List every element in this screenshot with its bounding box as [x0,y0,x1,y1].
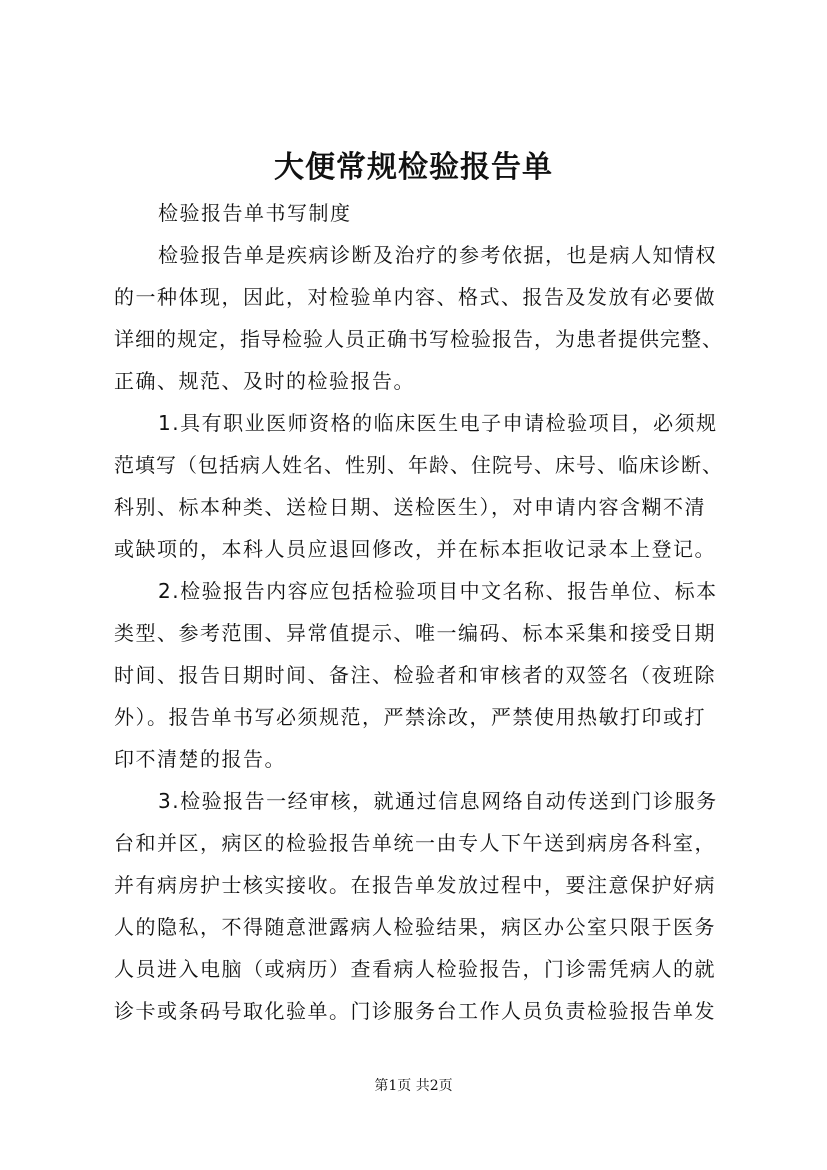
document-title: 大便常规检验报告单 [274,150,553,185]
paragraph-line: 3.检验报告一经审核，就通过信息网络自动传送到门诊服务 [158,789,718,813]
paragraph-line: 诊卡或条码号取化验单。门诊服务台工作人员负责检验报告单发 [114,999,716,1023]
paragraph-line: 1.具有职业医师资格的临床医生电子申请检验项目，必须规 [158,411,718,435]
paragraph-line: 的一种体现，因此，对检验单内容、格式、报告及发放有必要做 [114,285,716,309]
paragraph-line: 并有病房护士核实接收。在报告单发放过程中，要注意保护好病 [114,873,716,897]
paragraph-line: 人员进入电脑（或病历）查看病人检验报告，门诊需凭病人的就 [114,957,716,981]
paragraph-line: 详细的规定，指导检验人员正确书写检验报告，为患者提供完整、 [114,327,723,351]
paragraph-line: 类型、参考范围、异常值提示、唯一编码、标本采集和接受日期 [114,621,716,645]
paragraph-line: 人的隐私，不得随意泄露病人检验结果，病区办公室只限于医务 [114,915,716,939]
paragraph-line: 或缺项的，本科人员应退回修改，并在标本拒收记录本上登记。 [114,537,716,561]
paragraph-line: 正确、规范、及时的检验报告。 [114,369,415,393]
paragraph-line: 时间、报告日期时间、备注、检验者和审核者的双签名（夜班除 [114,663,716,687]
page-number-footer: 第1页 共2页 [374,1078,453,1094]
paragraph-line: 2.检验报告内容应包括检验项目中文名称、报告单位、标本 [158,579,718,603]
paragraph-line: 科别、标本种类、送检日期、送检医生），对申请内容含糊不清 [114,495,706,519]
paragraph-line: 印不清楚的报告。 [114,747,286,771]
paragraph-line: 检验报告单是疾病诊断及治疗的参考依据，也是病人知情权 [158,243,717,267]
paragraph-line: 外）。报告单书写必须规范，严禁涂改，严禁使用热敏打印或打 [114,705,706,729]
paragraph-line: 检验报告单书写制度 [158,201,352,225]
paragraph-line: 台和并区，病区的检验报告单统一由专人下午送到病房各科室， [114,831,716,855]
paragraph-line: 范填写（包括病人姓名、性别、年龄、住院号、床号、临床诊断、 [114,453,723,477]
